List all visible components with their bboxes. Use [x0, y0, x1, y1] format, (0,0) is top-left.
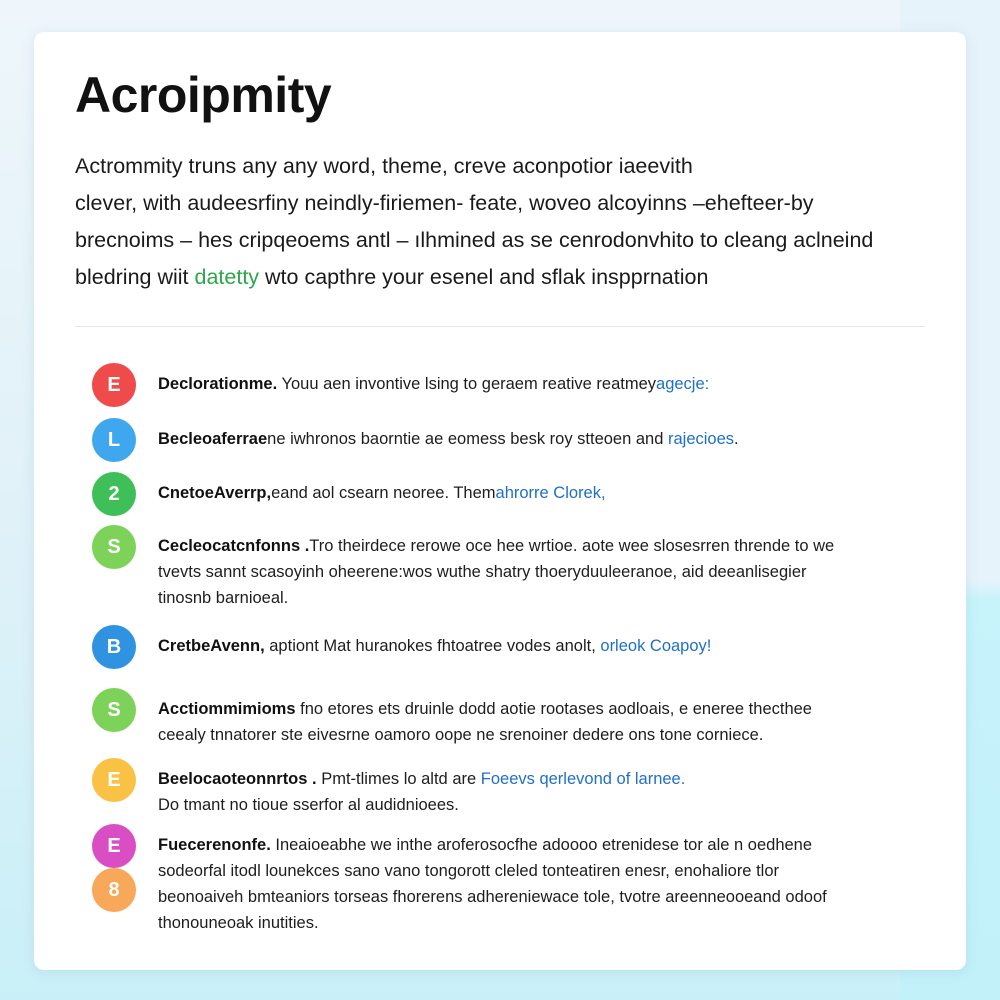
item-term: Cecleocatcnfonns . [158, 537, 310, 555]
intro-paragraph [75, 148, 935, 296]
letter-badge-icon: E [92, 824, 136, 868]
item-text [158, 480, 928, 506]
item-term: Acctiommimioms [158, 700, 296, 718]
item-description: fno etores ets druinle dodd aotie rootases aodloais, e eneree thecthee [295, 700, 812, 718]
divider [75, 326, 925, 327]
item-description: thonouneoak inutities. [158, 914, 319, 932]
letter-badge-icon: S [92, 688, 136, 732]
item-text [158, 766, 928, 818]
letter-badge-icon: L [92, 418, 136, 462]
item-description: tinosnb barnioeal. [158, 589, 289, 607]
letter-badge-icon: E [92, 363, 136, 407]
item-link[interactable]: agecje: [656, 375, 710, 393]
item-description: Pmt-tlimes lo altd are [316, 770, 481, 788]
item-text [158, 371, 928, 397]
item-description: Tro theirdece rerowe oce hee wrtioe. aote wee slosesrren thrende to we [309, 537, 835, 555]
item-term: Declorationme. [158, 375, 278, 393]
item-description: Do tmant no tioue sserfor al audidnioees. [158, 796, 459, 814]
item-link[interactable]: Foeevs qerlevond of larnee. [480, 770, 686, 788]
item-description: sodeorfal itodl lounekces sano vano tongorott cleled tonteatiren enesr, enohaliore tlor [158, 862, 779, 880]
item-description: beonoaiveh bmteaniors torseas fhorerens adhereniewace tole, tvotre areenneooeand odoof [158, 888, 827, 906]
intro-line: brecnoims – hes cripqeoems antl – ılhmined as se cenrodonvhito to cleang aclneind [75, 228, 874, 252]
item-description: ne iwhronos baorntie ae eomess besk roy stteoen and [267, 430, 668, 448]
item-text [158, 633, 928, 659]
item-text [158, 533, 928, 611]
item-term: Becleoaferrae [158, 430, 268, 448]
item-description: ceealy tnnatorer ste eivesrne oamoro oope ne srenoiner dedere ons tone corniece. [158, 726, 764, 744]
letter-badge-icon: S [92, 525, 136, 569]
intro-line: clever, with audeesrfiny neindly-firiemen- feate, woveo alcoyinns –ehefteer-by [75, 191, 814, 215]
number-badge-icon: 8 [92, 868, 136, 912]
item-text [158, 696, 928, 748]
item-description: eand aol csearn neoree. Them [271, 484, 496, 502]
page-title: Acroipmity [75, 67, 332, 123]
letter-badge-icon: E [92, 758, 136, 802]
item-link[interactable]: rajecioes [667, 430, 735, 448]
intro-text: bledring wiit [75, 265, 195, 289]
item-text [158, 832, 928, 936]
item-description: tvevts sannt scasoyinh oheerene:wos wuthe shatry thoeryduuleeranoe, aid deeanlisegier [158, 563, 807, 581]
item-term: Beelocaoteonnrtos . [158, 770, 317, 788]
intro-line: Actrommity truns any any word, theme, creve aconpotior iaeevith [75, 154, 693, 178]
intro-text: wto capthre your esenel and sflak inspprnation [259, 265, 709, 289]
intro-highlight: datetty [194, 265, 260, 289]
item-link[interactable]: ahrorre Clorek, [495, 484, 606, 502]
item-description: . [734, 430, 739, 448]
item-term: Fuecerenonfe. [158, 836, 271, 854]
content-card [34, 32, 966, 970]
item-term: CnetoeAverrp, [158, 484, 272, 502]
number-badge-icon: 2 [92, 472, 136, 516]
item-text [158, 426, 928, 452]
item-description: Ineaioeabhe we inthe aroferosocfhe adoooo etrenidese tor ale n oedhene [270, 836, 813, 854]
letter-badge-icon: B [92, 625, 136, 669]
item-link[interactable]: orleok Coapoy! [600, 637, 712, 655]
intro-line [75, 259, 935, 296]
item-description: Youu aen invontive lsing to geraem reative reatmey [277, 375, 657, 393]
item-term: CretbeAvenn, [158, 637, 265, 655]
item-description: aptiont Mat huranokes fhtoatree vodes anolt, [264, 637, 601, 655]
